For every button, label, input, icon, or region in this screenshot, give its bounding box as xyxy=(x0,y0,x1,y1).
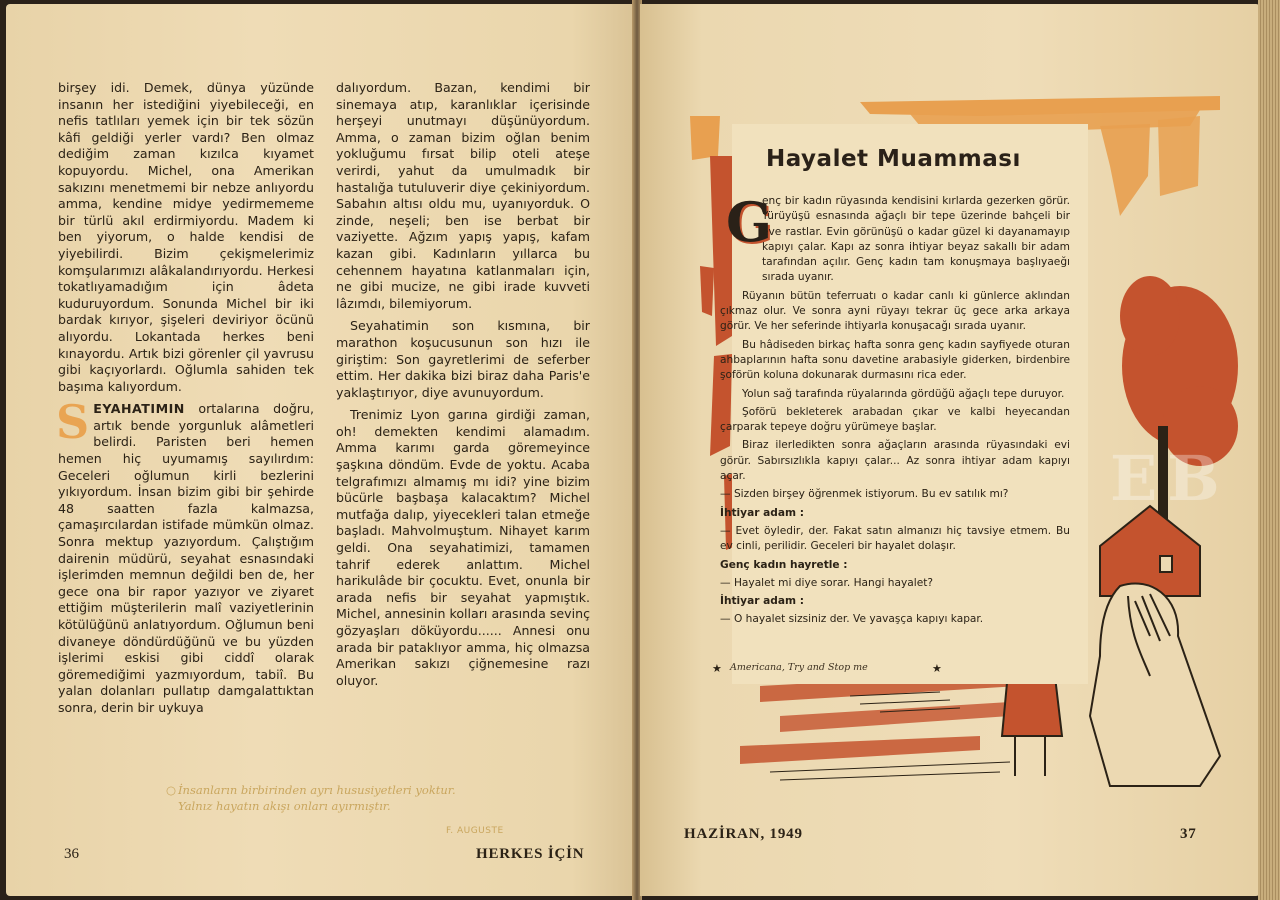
story-text xyxy=(720,190,1070,631)
left-column-2 xyxy=(336,80,590,695)
dialogue-line: — O hayalet sizsiniz der. Ve yavaşça kapıyı kapar. xyxy=(720,613,984,626)
old-man-figure xyxy=(1090,583,1220,786)
paragraph: Biraz ilerledikten sonra ağaçların arasında rüyasındaki evi görür. Sabırsızlıkla kapıyı çalar... Az sonra ihtiyar adam kapıyı açar. xyxy=(720,439,1070,483)
star-icon: ★ xyxy=(932,662,942,675)
story-title: Hayalet Muamması xyxy=(766,146,1021,172)
dialogue-speaker: Genç kadın hayretle : xyxy=(720,558,848,571)
dialogue-speaker: İhtiyar adam : xyxy=(720,595,804,608)
dialogue-line: — Evet öyledir, der. Fakat satın almanızı hiç tavsiye etmem. Bu ev cinli, perilidir. Geceleri bir hayalet dolaşır. xyxy=(720,524,1070,553)
story-source: Americana, Try and Stop me xyxy=(730,662,868,673)
section-lead-caps: EYAHATIMIN xyxy=(93,401,185,417)
star-icon: ★ xyxy=(712,662,722,675)
paragraph: dalıyordum. Bazan, kendimi bir sinemaya atıp, karanlıklar içerisinde herşeyi unutmayı düşünüyordum. Amma, o zaman bizim oğlan benim yokluğumu fırsat bilip oteli ateşe verirdi, yahut da umulmadık bir hastalığa tutuluverir diye çekiniyordum. Sabahın altısı oldu mu, uyanıyorduk. O zinde, neşeli; ben ise berbat bir vaziyette. Ağzım yapış yapış, kafam kazan gibi. Kadınların yıllarca bu cehennem hayatına katlanmaları için, ne gibi mucize, ne gibi irade kuvveti lâzımdı, bilemiyorum. xyxy=(336,80,590,311)
dialogue-line: — Sizden birşey öğrenmek istiyorum. Bu ev satılık mı? xyxy=(720,488,1009,501)
running-title: HERKES İÇİN xyxy=(476,846,585,862)
page-edges xyxy=(1258,0,1280,900)
right-page xyxy=(640,4,1260,896)
page-number-left: 36 xyxy=(64,846,79,862)
dialogue-speaker: İhtiyar adam : xyxy=(720,506,804,519)
quote-bullet-icon: ○ xyxy=(166,783,177,797)
paragraph: Şoförü bekleterek arabadan çıkar ve kalbi heyecandan çarparak tepeye doğru yürümeye başlar. xyxy=(720,405,1070,434)
left-column-1 xyxy=(58,80,314,723)
watermark: EB xyxy=(1110,442,1230,515)
left-page xyxy=(6,4,634,896)
paragraph: Yolun sağ tarafında rüyalarında gördüğü ağaçlı tepe duruyor. xyxy=(742,387,1065,400)
paragraph: Bu hâdiseden birkaç hafta sonra genç kadın sayfiyede oturan ahbaplarının hafta sonu davetine arabasiyle giderken, birdenbire şoförün koluna dokunarak durmasını rica eder. xyxy=(720,338,1070,382)
drop-cap-g: G xyxy=(726,190,773,254)
paragraph: birşey idi. Demek, dünya yüzünde insanın her istediğini yiyebileceği, en nefis tatlıları yemek için bir tek sözün kâfi geldiği yerler vardı? Ben olmaz dediğim zaman kızılca kıyamet kopuyordu. Michel, ona Amerikan sakızını menetmemi bir nebze anlıyordu amma, kendine midye yedirmememe bir türlü akıl erdirmiyordu. Madem ki ben yiyorum, o halde kendisi de yiyebilirdi. Bizim çekişmelerimiz komşularımızı alâkalandırıyordu. Herkesi tokatlıyamadığım için âdeta kuduruyordum. Sonunda Michel bir iki bardak kırıyor, şişeleri deviriyor öcünü alıyordu. Lokantada herkes beni kınayordu. Artık bizi görenler çil yavrusu gibi kaçıyorlardı. Oğlumla sahiden tek başıma kalıyordum. xyxy=(58,80,314,394)
section-text: ortalarına doğru, artık bende yorgunluk alâmetleri belirdi. Paristen beri hemen hemen hiç uyumamış sayılırdım: Geceleri oğlumun kirli bezlerini yıkıyordum. İnsan bizim gibi bir şehirde 48 saatten fazla kalmazsa, çamaşırcılardan istifade mümkün olmaz. Sonra mektup yazıyordum. Çalıştığım dairenin müdürü, seyahat esnasındaki işlerimden memnun değildi ben de, her gece ona bir rapor yazıyor ve ziyaret ettiğim müşterilerin malî vaziyetlerinin kötülüğünü anlatıyordum. Oğlumun beni divaneye döndürdüğünü ve bu yüzden işlerimi eskisi gibi ciddî olarak göremediğimi yazmıyordum, tabiî. Bu yalan dolanları pullatıp damgalattıktan sonra, derin bir uykuya xyxy=(58,401,314,715)
section-paragraph xyxy=(56,395,314,716)
quote-line: İnsanların birbirinden ayrı hususiyetleri yoktur. xyxy=(178,783,456,797)
quote-line: Yalnız hayatın akışı onları ayırmıştır. xyxy=(178,799,391,813)
drop-cap-s: S xyxy=(56,395,90,450)
paragraph: Seyahatimin son kısmına, bir marathon koşucusunun son hızı ile giriştim: Son gayretlerimi de seferber ettim. Her dakika bizi biraz daha Paris'e yaklaştırıyor, diye avunuyordum. xyxy=(336,318,590,400)
page-number-right: 37 xyxy=(1180,826,1197,842)
paragraph: Trenimiz Lyon garına girdiği zaman, oh! demekten kendimi alamadım. Amma karımı garda göremeyince şaşkına döndüm. Evde de yoktu. Acaba telgrafımızı almamış mı idi? yine bizim bücürle başbaşa kalacaktım? Michel mutfağa dalıp, yiyecekleri talan etmeğe başladı. Mahvolmuştum. Nihayet karım geldi. Ona seyahatimizi, tamamen tahrif ederek anlattım. Michel harikulâde bir çocuktu. Evet, onunla bir arada nefis bir seyahat yapmıştık. Michel, annesinin kolları arasında sevinç gözyaşları döküyordu...... Annesi onu arada bir pataklıyor amma, hiç olmazsa Amerikan sakızı çiğnemesine razı oluyor. xyxy=(336,407,590,688)
footer-quote xyxy=(166,782,558,814)
quote-author: F. AUGUSTE xyxy=(446,826,504,836)
paragraph: Rüyanın bütün teferruatı o kadar canlı ki günlerce aklından çıkmaz olur. Ve sonra ayni rüyayı tekrar üç gece arka arkaya görür. Ve her seferinde ihtiyarla konuşacağı sırada uyanır. xyxy=(720,289,1070,333)
paragraph: enç bir kadın rüyasında kendisini kırlarda gezerken görür. Yürüyüşü esnasında ağaçlı bir tepe üzerinde bahçeli bir eve rastlar. Evin görünüşü o kadar güzel ki dayanamayıp kapıyı çalar. Kapı az sonra ihtiyar beyaz sakallı bir adam tarafından açılır. Genç kadın tam konuşmaya başlıyaeğı sırada uyanır. xyxy=(762,195,1070,284)
house xyxy=(1100,506,1200,596)
running-date: HAZİRAN, 1949 xyxy=(684,826,803,842)
dialogue-line: — Hayalet mi diye sorar. Hangi hayalet? xyxy=(720,576,933,589)
